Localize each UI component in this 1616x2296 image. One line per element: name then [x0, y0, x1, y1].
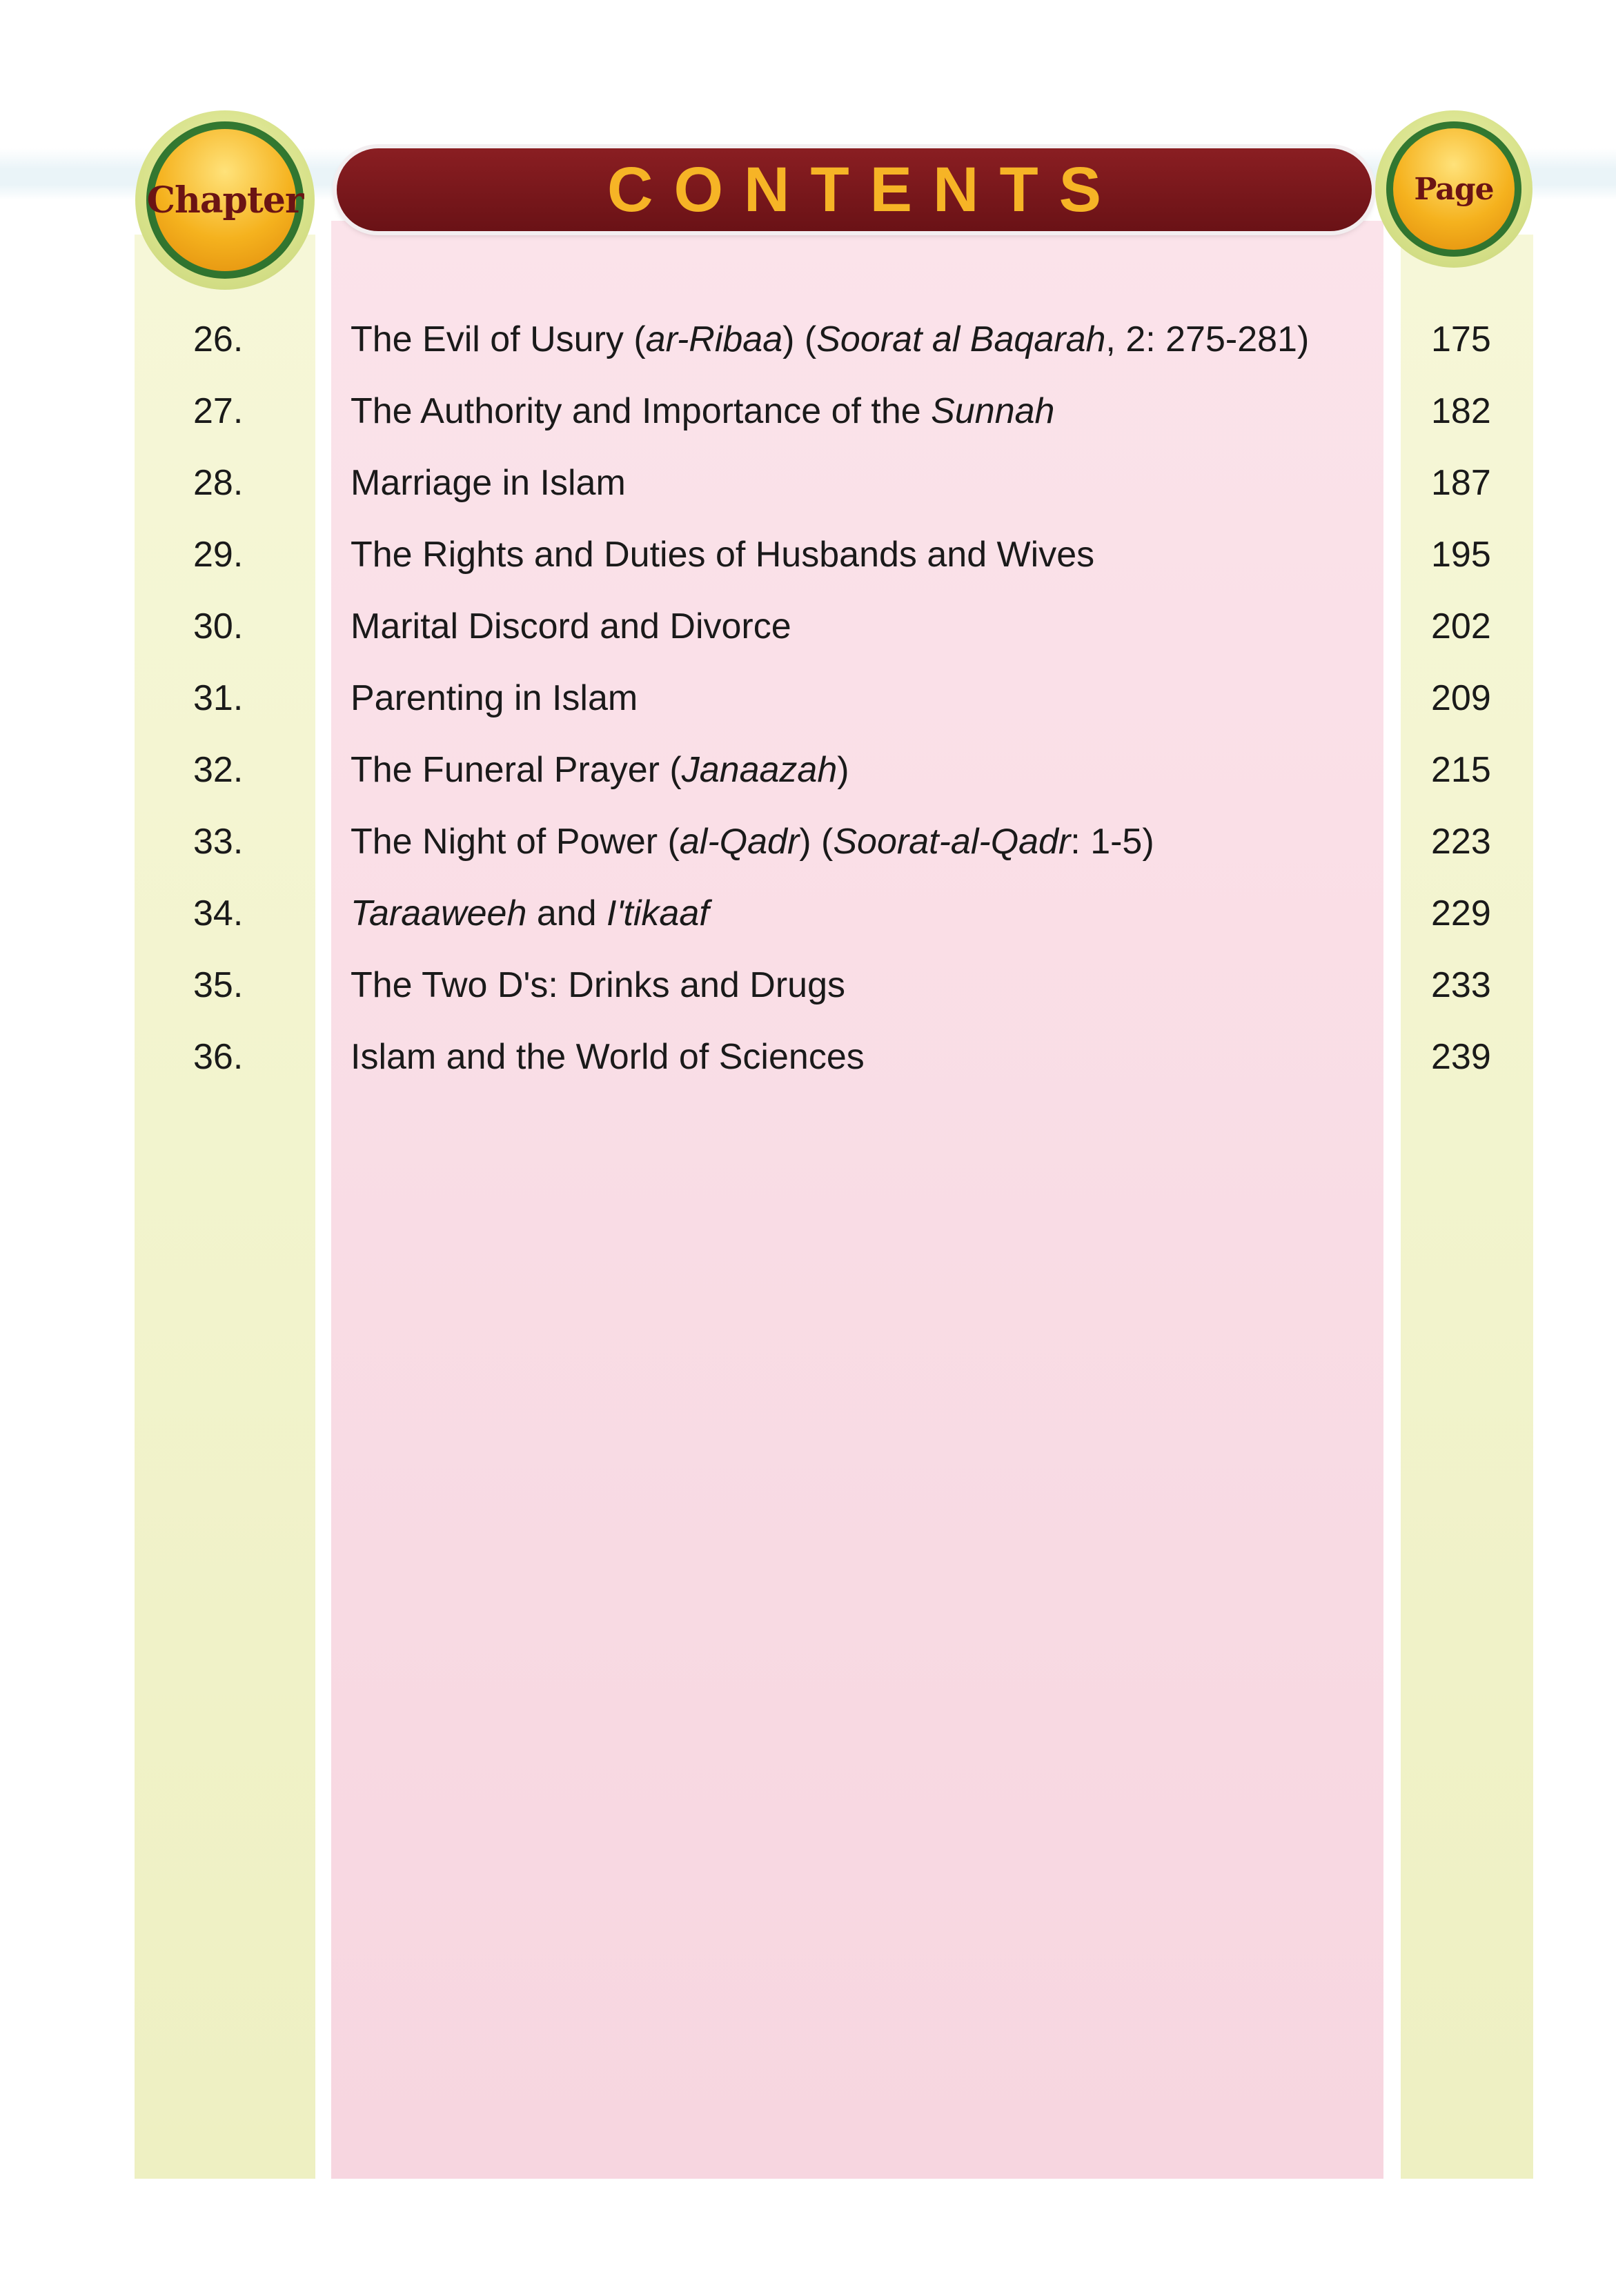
page-number: 229 [1431, 893, 1491, 933]
chapter-title-part: ) ( [782, 319, 817, 359]
chapter-number: 29. [193, 535, 244, 575]
chapter-title [351, 591, 791, 662]
chapter-number: 33. [193, 822, 244, 862]
chapter-title-part: Soorat al Baqarah [816, 319, 1106, 359]
page-number: 187 [1431, 463, 1491, 503]
list-item [0, 662, 1616, 734]
chapter-title-part: Sunnah [931, 391, 1055, 431]
chapter-title-part: Taraaweeh [351, 893, 527, 933]
chapter-title [351, 878, 709, 949]
list-item [0, 878, 1616, 949]
page-number: 195 [1431, 535, 1491, 575]
page-label: Page [1414, 171, 1494, 207]
chapter-number: 32. [193, 750, 244, 790]
list-item [0, 519, 1616, 591]
chapter-title-part: The Two D's: Drinks and Drugs [351, 965, 846, 1005]
page-number: 233 [1431, 965, 1491, 1005]
chapter-number: 26. [193, 319, 244, 359]
page-number: 215 [1431, 750, 1491, 790]
chapter-title-part: and [526, 893, 607, 933]
chapter-title-part: al-Qadr [679, 822, 800, 862]
list-item [0, 447, 1616, 519]
chapter-label: Chapter [146, 179, 304, 221]
chapter-title [351, 375, 1054, 447]
chapter-title-part: Soorat-al-Qadr [833, 822, 1071, 862]
list-item [0, 949, 1616, 1021]
chapter-title [351, 662, 638, 734]
chapter-title [351, 806, 1154, 878]
chapter-title [351, 1021, 865, 1093]
chapter-title [351, 949, 845, 1021]
chapter-title-part: I'tikaaf [607, 893, 709, 933]
chapter-number: 34. [193, 893, 244, 933]
chapter-title-part: Islam and the World of Sciences [351, 1037, 865, 1077]
chapter-title-part: ) [837, 750, 849, 790]
chapter-title-part: , 2: 275-281) [1105, 319, 1310, 359]
chapter-title-part: Parenting in Islam [351, 678, 638, 718]
list-item [0, 1021, 1616, 1093]
page-number: 182 [1431, 391, 1491, 431]
chapter-title-part: The Funeral Prayer ( [351, 750, 682, 790]
chapter-title-part: ar-Ribaa [645, 319, 783, 359]
chapter-number: 36. [193, 1037, 244, 1077]
chapter-title-part: Janaazah [681, 750, 838, 790]
list-item [0, 806, 1616, 878]
list-item [0, 591, 1616, 662]
list-item [0, 304, 1616, 375]
chapter-number: 35. [193, 965, 244, 1005]
chapter-title-part: ) ( [799, 822, 834, 862]
chapter-title-part: The Authority and Importance of the [351, 391, 932, 431]
chapter-title-part: The Night of Power ( [351, 822, 680, 862]
page-title: CONTENTS [607, 154, 1122, 225]
chapter-title-part: The Evil of Usury ( [351, 319, 646, 359]
chapter-badge [135, 110, 315, 290]
chapter-title-part: The Rights and Duties of Husbands and Wives [351, 535, 1095, 575]
chapter-title-part: : 1-5) [1070, 822, 1154, 862]
page-number: 223 [1431, 822, 1491, 862]
chapter-title [351, 519, 1094, 591]
chapter-title-part: Marriage in Islam [351, 463, 626, 503]
page-badge [1375, 110, 1533, 268]
chapter-number: 30. [193, 606, 244, 646]
page-number: 202 [1431, 606, 1491, 646]
list-item [0, 734, 1616, 806]
page-number: 175 [1431, 319, 1491, 359]
contents-title-bar [337, 148, 1372, 231]
chapter-title [351, 734, 849, 806]
chapter-title [351, 304, 1309, 375]
chapter-title [351, 447, 626, 519]
page-number: 209 [1431, 678, 1491, 718]
list-item [0, 375, 1616, 447]
chapter-number: 27. [193, 391, 244, 431]
chapter-title-part: Marital Discord and Divorce [351, 606, 791, 646]
page-number: 239 [1431, 1037, 1491, 1077]
chapter-number: 31. [193, 678, 244, 718]
chapter-number: 28. [193, 463, 244, 503]
